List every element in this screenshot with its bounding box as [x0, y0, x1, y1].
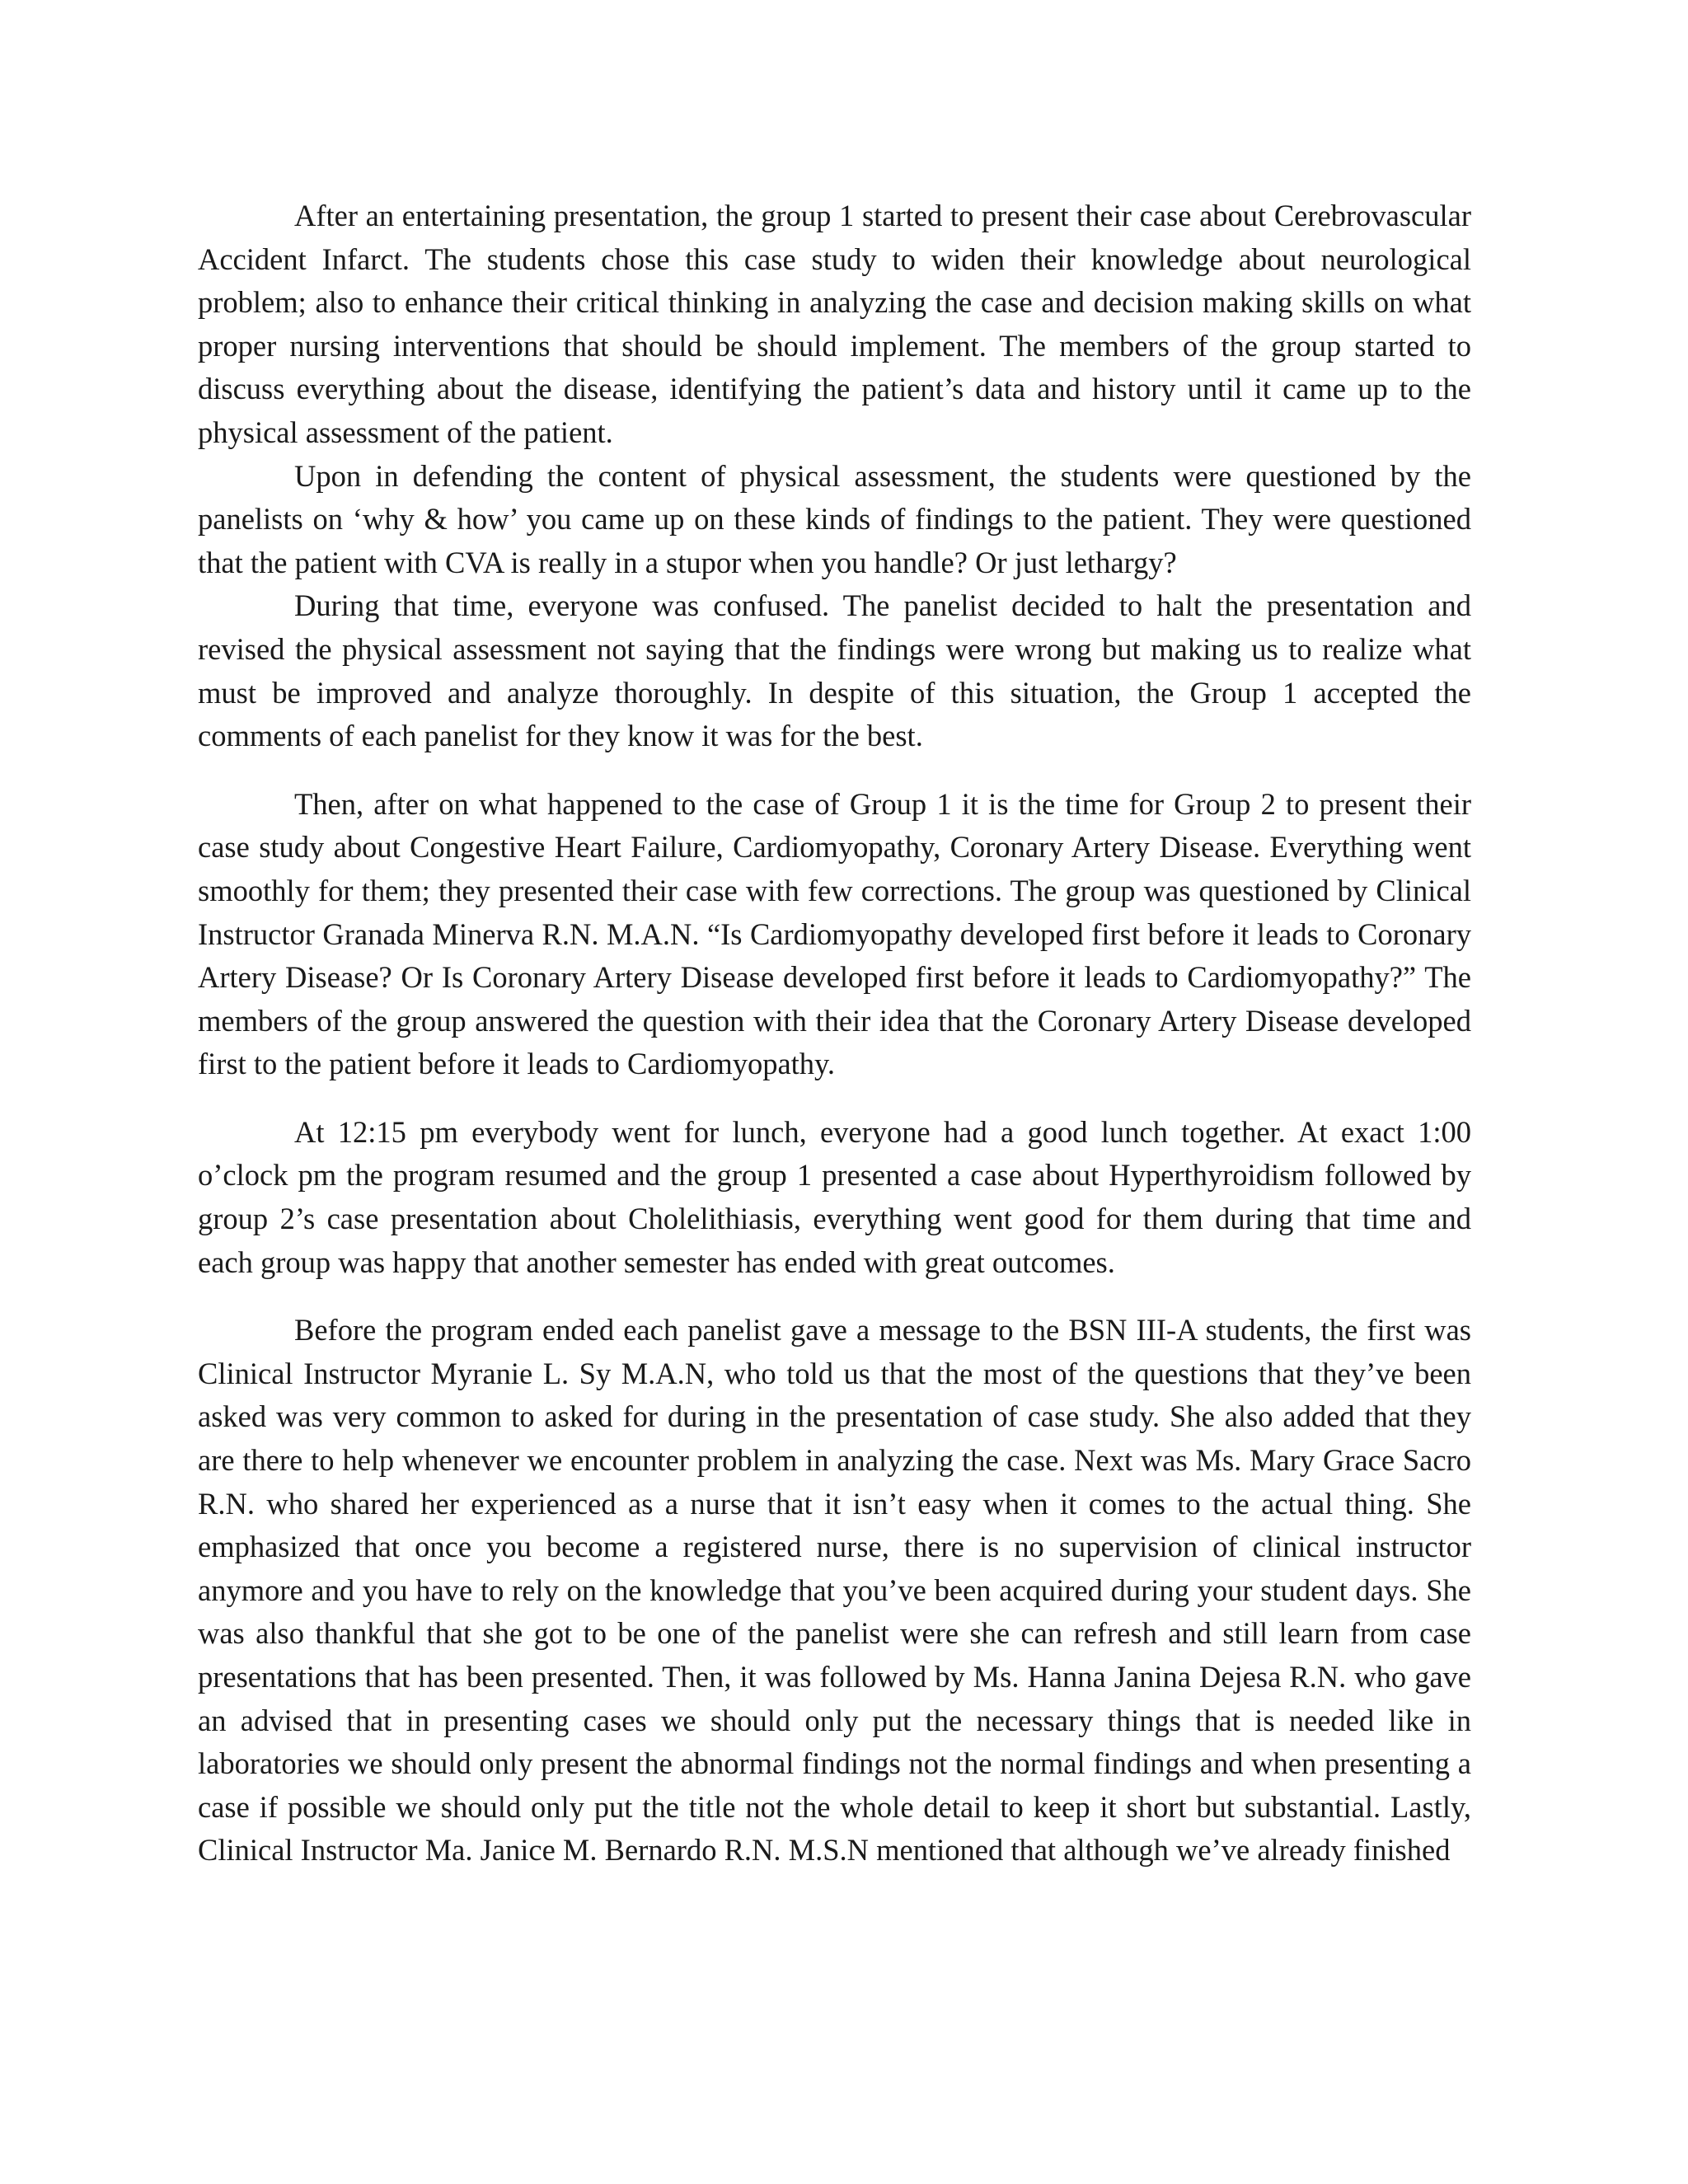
paragraph-cva-case: After an entertaining presentation, the group 1 started to present their case about Cerebrovascular Accident Infarct. The students chose this case study to widen their knowledge about neurological problem; also to enhance their critical thinking in analyzing the case and decision making skills on what proper nursing interventions that should be should implement. The members of the group started to discuss everything about the disease, identifying the patient’s data and history until it came up to the physical assessment of the patient.: [198, 199, 1471, 449]
paragraph-panelist-messages: Before the program ended each panelist gave a message to the BSN III-A students, the first was Clinical Instructor Myranie L. Sy M.A.N, who told us that the most of the questions that they’ve been asked was very common to asked for during in the presentation of case study. She also added that they are there to help whenever we encounter problem in analyzing the case. Next was Ms. Mary Grace Sacro R.N. who shared her experienced as a nurse that it isn’t easy when it comes to the actual thing. She emphasized that once you become a registered nurse, there is no supervision of clinical instructor anymore and you have to rely on the knowledge that you’ve been acquired during your student days. She was also thankful that she got to be one of the panelist were she can refresh and still learn from case presentations that has been presented. Then, it was followed by Ms. Hanna Janina Dejesa R.N. who gave an advised that in presenting cases we should only put the necessary things that is needed like in laboratories we should only present the abnormal findings not the normal findings and when presenting a case if possible we should only put the title not the whole detail to keep it short but substantial. Lastly, Clinical Instructor Ma. Janice M. Bernardo R.N. M.S.N mentioned that although we’ve already finished: [198, 1313, 1471, 1868]
document-page: [198, 194, 1471, 1872]
paragraph-lunch: At 12:15 pm everybody went for lunch, everyone had a good lunch together. At exact 1:00 o’clock pm the program resumed and the group 1 presented a case about Hyperthyroidism followed by group 2’s case presentation about Cholelithiasis, everything went good for them during that time and each group was happy that another semester has ended with great outcomes.: [198, 1114, 1471, 1279]
paragraph-group2-case: Then, after on what happened to the case of Group 1 it is the time for Group 2 to present their case study about Congestive Heart Failure, Cardiomyopathy, Coronary Artery Disease. Everything went smoothly for them; they presented their case with few corrections. The group was questioned by Clinical Instructor Granada Minerva R.N. M.A.N. “Is Cardiomyopathy developed first before it leads to Coronary Artery Disease? Or Is Coronary Artery Disease developed first before it leads to Cardiomyopathy?” The members of the group answered the question with their idea that the Coronary Artery Disease developed first to the patient before it leads to Cardiomyopathy.: [198, 786, 1471, 1081]
paragraph-revision: During that time, everyone was confused. The panelist decided to halt the presentation and revised the physical assessment not saying that the findings were wrong but making us to realize what must be improved and analyze thoroughly. In despite of this situation, the Group 1 accepted the comments of each panelist for they know it was for the best.: [198, 588, 1471, 753]
paragraph-physical-assessment: Upon in defending the content of physical assessment, the students were questioned by the panelists on ‘why & how’ you came up on these kinds of findings to the patient. They were questioned that the patient with CVA is really in a stupor when you handle? Or just lethargy?: [198, 458, 1471, 579]
